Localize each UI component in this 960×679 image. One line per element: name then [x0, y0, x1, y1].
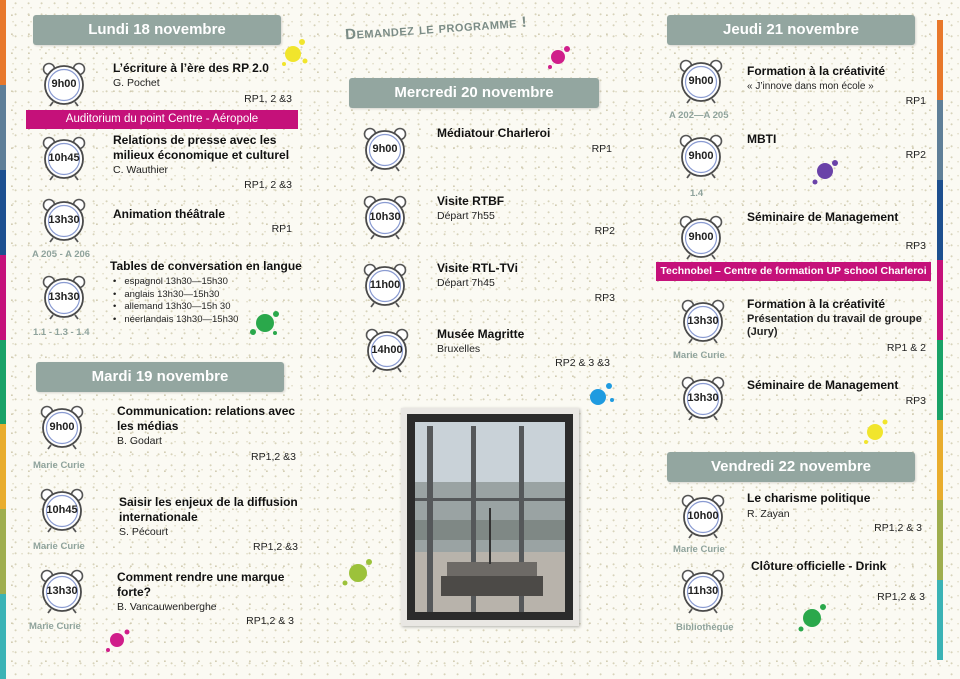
event-time: 11h00: [369, 279, 401, 291]
alarm-clock-icon: [41, 197, 87, 243]
color-stripe-segment: [937, 20, 943, 100]
header-tagline: Demandez le programme !: [344, 13, 528, 44]
event-time: 9h00: [372, 143, 398, 155]
event-time: 9h00: [49, 421, 75, 433]
event-speaker: C. Wauthier: [113, 164, 169, 176]
event-room: 1.4: [690, 188, 704, 199]
alarm-clock-icon: [680, 375, 726, 421]
event-speaker: Départ 7h45: [437, 277, 495, 289]
event-title: Formation à la créativité: [747, 64, 886, 78]
event-speaker: R. Zayan: [747, 508, 790, 520]
color-stripe-segment: [937, 100, 943, 180]
event-title: Formation à la créativité: [747, 297, 886, 311]
event-speaker: S. Pécourt: [119, 526, 169, 538]
list-item: • anglais 13h30—15h30: [113, 289, 238, 302]
event-title: Séminaire de Management: [747, 210, 899, 224]
event-speaker: B. Vancauwenberghe: [117, 601, 217, 613]
paint-splash-green-right: [795, 600, 829, 636]
event-title: L’écriture à l’ère des RP 2.0: [113, 61, 269, 75]
alarm-clock-icon: [680, 568, 726, 614]
color-stripe-segment: [937, 500, 943, 580]
event-rp: RP1,2 & 3: [246, 615, 294, 627]
event-time: 9h00: [688, 231, 714, 243]
color-stripe-segment: [0, 255, 6, 340]
event-room: A 205 - A 206: [32, 249, 91, 260]
alarm-clock-icon: [678, 58, 724, 104]
alarm-clock-icon: [39, 568, 85, 614]
paint-splash-magenta-bottom: [103, 625, 133, 655]
event-title: Séminaire de Management: [747, 378, 899, 392]
alarm-clock-icon: [41, 135, 87, 181]
paint-splash-magenta-top: [545, 42, 573, 72]
alarm-clock-icon: [678, 133, 724, 179]
event-title: MBTI: [747, 132, 777, 146]
color-stripe-segment: [0, 594, 6, 679]
event-time: 14h00: [371, 344, 403, 356]
event-room: Bibliothèque: [676, 622, 734, 633]
alarm-clock-icon: [362, 262, 408, 308]
event-rp: RP1,2 &3: [253, 541, 298, 553]
event-title: Relations de presse avec les milieux économique et culturel: [113, 133, 290, 162]
event-title: Visite RTBF: [437, 194, 505, 208]
event-speaker: B. Godart: [117, 435, 162, 447]
event-time: 13h30: [46, 585, 78, 597]
paint-splash-green-left: [248, 306, 282, 340]
event-speaker: Départ 7h55: [437, 210, 495, 222]
event-rp: RP2: [905, 149, 926, 161]
event-title: Le charisme politique: [747, 491, 871, 505]
alarm-clock-icon: [39, 404, 85, 450]
event-rp: RP1: [591, 143, 612, 155]
event-rp: RP1,2 & 3: [877, 591, 925, 603]
day-header-mercredi: Mercredi 20 novembre: [349, 78, 599, 108]
event-title: Animation théâtrale: [113, 207, 226, 221]
list-item: • allemand 13h30—15h 30: [113, 301, 238, 314]
conversation-languages-list: [113, 276, 238, 326]
event-room: Marie Curie: [33, 460, 85, 471]
event-room: 1.1 - 1.3 - 1.4: [33, 327, 90, 338]
alarm-clock-icon: [678, 214, 724, 260]
event-rp: RP1,2 &3: [251, 451, 296, 463]
color-stripe-segment: [0, 0, 6, 85]
color-stripe-segment: [0, 509, 6, 594]
day-header-lundi: Lundi 18 novembre: [33, 15, 281, 45]
event-time: 9h00: [51, 78, 77, 90]
event-title: Visite RTL-TVi: [437, 261, 518, 275]
paint-splash-yellow-right: [860, 415, 892, 447]
color-stripe-segment: [937, 180, 943, 260]
event-speaker: « J’innove dans mon école »: [747, 81, 874, 92]
event-title: Saisir les enjeux de la diffusion internationale: [119, 495, 298, 524]
event-time: 11h30: [687, 585, 719, 597]
event-rp: RP1: [905, 95, 926, 107]
event-title: Clôture officielle - Drink: [751, 559, 887, 573]
event-speaker: Bruxelles: [437, 343, 481, 355]
alarm-clock-icon: [41, 61, 87, 107]
event-rp: RP1: [271, 223, 292, 235]
color-stripe-segment: [937, 260, 943, 340]
event-room: Marie Curie: [673, 350, 725, 361]
alarm-clock-icon: [41, 274, 87, 320]
list-item: • espagnol 13h30—15h30: [113, 276, 238, 289]
event-rp: RP1,2 & 3: [874, 522, 922, 534]
alarm-clock-icon: [364, 327, 410, 373]
event-time: 9h00: [688, 75, 714, 87]
event-time: 10h00: [687, 510, 719, 522]
venue-banner-jeudi: Technobel – Centre de formation UP school Charleroi: [656, 262, 931, 281]
color-stripe-segment: [937, 580, 943, 660]
event-time: 13h30: [48, 214, 80, 226]
event-rp: RP3: [905, 240, 926, 252]
museum-photo: [401, 408, 579, 626]
color-stripe-segment: [0, 424, 6, 509]
event-speaker: G. Pochet: [113, 77, 160, 89]
event-title: Communication: relations avec les médias: [117, 404, 296, 433]
paint-splash-lime: [340, 555, 376, 589]
event-title: Comment rendre une marque forte?: [117, 570, 285, 599]
alarm-clock-icon: [680, 298, 726, 344]
event-rp: RP3: [594, 292, 615, 304]
event-speaker: Présentation du travail de groupe (Jury): [747, 313, 922, 338]
color-stripe-segment: [937, 420, 943, 500]
day-header-mardi: Mardi 19 novembre: [36, 362, 284, 392]
color-stripe-segment: [0, 170, 6, 255]
alarm-clock-icon: [362, 126, 408, 172]
event-title: Musée Magritte: [437, 327, 525, 341]
day-header-jeudi: Jeudi 21 novembre: [667, 15, 915, 45]
event-rp: RP2: [594, 225, 615, 237]
alarm-clock-icon: [362, 194, 408, 240]
event-time: 13h30: [48, 291, 80, 303]
event-time: 13h30: [687, 392, 719, 404]
event-time: 10h30: [369, 211, 401, 223]
venue-banner-lundi: Auditorium du point Centre - Aéropole: [26, 110, 298, 129]
event-rp: RP2 & 3 &3: [555, 357, 610, 369]
color-stripe-segment: [0, 340, 6, 425]
event-rp: RP1, 2 &3: [244, 93, 292, 105]
event-title: Tables de conversation en langue: [110, 259, 302, 273]
alarm-clock-icon: [680, 493, 726, 539]
event-time: 10h45: [46, 504, 78, 516]
color-stripe-segment: [0, 85, 6, 170]
day-header-vendredi: Vendredi 22 novembre: [667, 452, 915, 482]
event-room: Marie Curie: [33, 541, 85, 552]
event-room: A 202—A 205: [669, 110, 729, 121]
event-rp: RP1 & 2: [886, 342, 926, 354]
paint-splash-blue: [585, 380, 617, 410]
event-time: 10h45: [48, 152, 80, 164]
event-room: Marie Curie: [673, 544, 725, 555]
color-stripe-segment: [937, 340, 943, 420]
event-time: 9h00: [688, 150, 714, 162]
event-room: Marie Curie: [29, 621, 81, 632]
event-time: 13h30: [687, 315, 719, 327]
event-rp: RP1, 2 &3: [244, 179, 292, 191]
event-title: Médiatour Charleroi: [437, 126, 551, 140]
alarm-clock-icon: [39, 487, 85, 533]
event-rp: RP3: [905, 395, 926, 407]
list-item: • néerlandais 13h30—15h30: [113, 314, 238, 327]
